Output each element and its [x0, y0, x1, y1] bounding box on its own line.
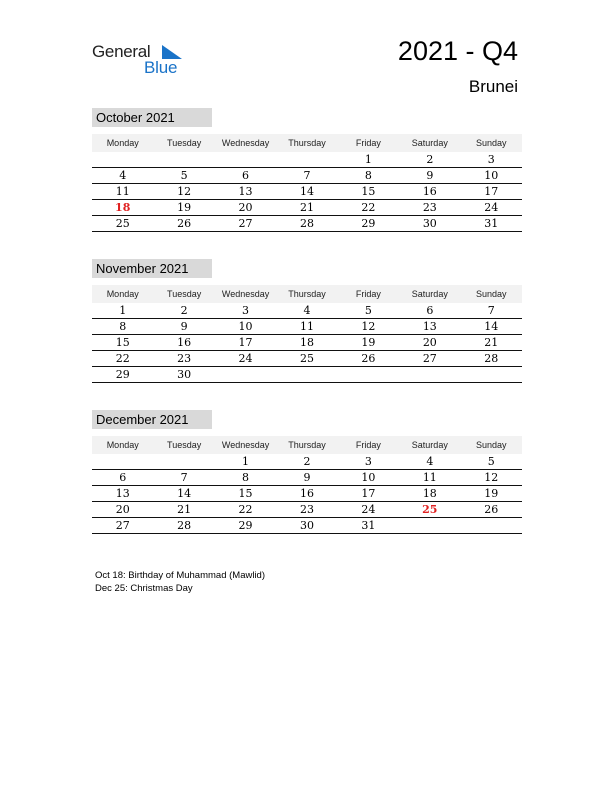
day-cell: 27: [422, 352, 437, 365]
day-cell: 8: [364, 169, 372, 182]
day-cell: 6: [426, 304, 434, 317]
day-cell: 9: [426, 169, 434, 182]
day-cell: 26: [177, 217, 192, 230]
day-cell: 11: [299, 320, 314, 333]
day-cell: 6: [242, 169, 250, 182]
day-cell: 31: [484, 217, 499, 230]
day-cell: 12: [484, 471, 499, 484]
empty-day-cell: [461, 367, 522, 382]
day-cell: 16: [177, 336, 192, 349]
day-cell: 2: [426, 153, 434, 166]
day-cell: 1: [364, 153, 372, 166]
empty-day-cell: [399, 518, 460, 533]
weekday-label: Sunday: [475, 289, 507, 299]
day-cell: 17: [484, 185, 499, 198]
week-row: [92, 200, 522, 216]
day-cell: 13: [422, 320, 437, 333]
day-cell: 5: [364, 304, 372, 317]
week-row: [92, 518, 522, 534]
day-cell: 5: [487, 455, 495, 468]
empty-day-cell: [461, 518, 522, 533]
day-cell: 20: [238, 201, 253, 214]
weekday-label: Wednesday: [221, 289, 270, 299]
logo-blue-text: Blue: [144, 58, 178, 77]
month-december: [92, 410, 522, 534]
weekday-label: Sunday: [475, 138, 507, 148]
day-cell: 12: [361, 320, 376, 333]
day-cell: 27: [115, 519, 130, 532]
day-cell: 19: [177, 201, 192, 214]
weekday-label: Monday: [106, 440, 139, 450]
day-cell: 17: [238, 336, 253, 349]
weekday-label: Saturday: [411, 289, 448, 299]
day-cell: 21: [484, 336, 499, 349]
day-cell: 15: [238, 487, 253, 500]
day-cell: 16: [299, 487, 314, 500]
day-cell: 14: [484, 320, 499, 333]
day-cell: 23: [422, 201, 437, 214]
week-row: [92, 335, 522, 351]
day-cell: 14: [177, 487, 192, 500]
weekday-label: Monday: [106, 289, 139, 299]
day-cell: 11: [422, 471, 437, 484]
empty-day-cell: [153, 152, 214, 167]
empty-day-cell: [215, 367, 276, 382]
week-row: [92, 319, 522, 335]
day-cell: 15: [115, 336, 130, 349]
day-cell: 25: [299, 352, 314, 365]
page-title: 2021 - Q4: [397, 36, 518, 66]
day-cell: 25: [115, 217, 130, 230]
empty-day-cell: [276, 367, 337, 382]
week-row: [92, 168, 522, 184]
day-cell: 5: [180, 169, 188, 182]
day-cell: 3: [242, 304, 250, 317]
weekday-label: Saturday: [411, 138, 448, 148]
country-name: Brunei: [468, 77, 518, 96]
day-cell: 28: [299, 217, 314, 230]
weekday-label: Friday: [355, 289, 381, 299]
day-cell: 23: [177, 352, 192, 365]
day-cell: 20: [115, 503, 130, 516]
day-cell: 16: [422, 185, 437, 198]
day-cell: 14: [299, 185, 314, 198]
day-cell: 30: [299, 519, 314, 532]
empty-day-cell: [276, 152, 337, 167]
day-cell: 22: [238, 503, 253, 516]
month-november: [92, 259, 522, 383]
day-cell: 3: [364, 455, 372, 468]
empty-day-cell: [92, 454, 153, 469]
month-header: November 2021: [92, 259, 212, 278]
day-cell: 19: [361, 336, 376, 349]
week-row: [92, 303, 522, 319]
day-cell: 24: [484, 201, 499, 214]
empty-day-cell: [215, 152, 276, 167]
month-october: [92, 108, 522, 232]
day-cell: 6: [119, 471, 127, 484]
weekday-header-row: [92, 436, 522, 454]
weekday-header-row: [92, 285, 522, 303]
day-cell: 8: [119, 320, 127, 333]
week-row: [92, 351, 522, 367]
day-cell: 4: [119, 169, 127, 182]
weekday-label: Tuesday: [167, 138, 202, 148]
day-cell: 2: [303, 455, 311, 468]
empty-day-cell: [399, 367, 460, 382]
day-cell: 13: [238, 185, 253, 198]
week-row: [92, 470, 522, 486]
week-row: [92, 367, 522, 383]
day-cell: 26: [484, 503, 499, 516]
day-cell: 8: [242, 471, 250, 484]
holiday-day-cell: 18: [115, 201, 131, 214]
day-cell: 26: [361, 352, 376, 365]
holiday-day-cell: 25: [422, 503, 438, 516]
month-header: December 2021: [92, 410, 212, 429]
day-cell: 7: [180, 471, 188, 484]
day-cell: 18: [422, 487, 437, 500]
day-cell: 4: [426, 455, 434, 468]
day-cell: 31: [361, 519, 376, 532]
day-cell: 20: [422, 336, 437, 349]
day-cell: 30: [422, 217, 437, 230]
day-cell: 18: [299, 336, 314, 349]
logo-triangle-icon: [162, 45, 182, 59]
week-row: [92, 486, 522, 502]
day-cell: 28: [177, 519, 192, 532]
day-cell: 24: [361, 503, 376, 516]
day-cell: 11: [115, 185, 130, 198]
logo-general-text: General: [92, 42, 151, 61]
weekday-label: Sunday: [475, 440, 507, 450]
day-cell: 19: [484, 487, 499, 500]
weeks: [92, 303, 522, 383]
day-cell: 22: [115, 352, 130, 365]
day-cell: 3: [487, 153, 495, 166]
day-cell: 22: [361, 201, 376, 214]
weekday-label: Thursday: [288, 289, 326, 299]
day-cell: 21: [177, 503, 192, 516]
day-cell: 9: [303, 471, 311, 484]
weekday-label: Wednesday: [221, 138, 270, 148]
day-cell: 29: [115, 368, 130, 381]
weekday-header-row: [92, 134, 522, 152]
week-row: [92, 502, 522, 518]
weekday-label: Saturday: [411, 440, 448, 450]
holiday-note: Oct 18: Birthday of Muhammad (Mawlid): [95, 570, 266, 581]
weeks: [92, 454, 522, 534]
week-row: [92, 454, 522, 470]
weekday-label: Friday: [355, 440, 381, 450]
day-cell: 15: [361, 185, 376, 198]
weekday-label: Wednesday: [221, 440, 270, 450]
week-row: [92, 216, 522, 232]
empty-day-cell: [338, 367, 399, 382]
day-cell: 1: [119, 304, 127, 317]
empty-day-cell: [92, 152, 153, 167]
day-cell: 2: [180, 304, 188, 317]
holiday-note: Dec 25: Christmas Day: [95, 582, 193, 594]
day-cell: 29: [238, 519, 253, 532]
day-cell: 24: [238, 352, 253, 365]
day-cell: 10: [361, 471, 376, 484]
weekday-label: Thursday: [288, 138, 326, 148]
day-cell: 29: [361, 217, 376, 230]
weekday-label: Tuesday: [167, 289, 202, 299]
day-cell: 17: [361, 487, 376, 500]
empty-day-cell: [153, 454, 214, 469]
day-cell: 7: [303, 169, 311, 182]
day-cell: 23: [299, 503, 314, 516]
day-cell: 12: [177, 185, 192, 198]
day-cell: 30: [177, 368, 192, 381]
weekday-label: Monday: [106, 138, 139, 148]
week-row: [92, 152, 522, 168]
weeks: [92, 152, 522, 232]
weekday-label: Friday: [355, 138, 381, 148]
day-cell: 27: [238, 217, 253, 230]
holiday-notes: [95, 570, 265, 595]
weekday-label: Tuesday: [167, 440, 202, 450]
day-cell: 7: [487, 304, 495, 317]
weekday-label: Thursday: [288, 440, 326, 450]
week-row: [92, 184, 522, 200]
day-cell: 21: [299, 201, 314, 214]
logo: [92, 42, 202, 82]
day-cell: 4: [303, 304, 311, 317]
day-cell: 28: [484, 352, 499, 365]
day-cell: 10: [238, 320, 253, 333]
day-cell: 13: [115, 487, 130, 500]
day-cell: 1: [242, 455, 250, 468]
day-cell: 9: [180, 320, 188, 333]
day-cell: 10: [484, 169, 499, 182]
month-header: October 2021: [92, 108, 212, 127]
